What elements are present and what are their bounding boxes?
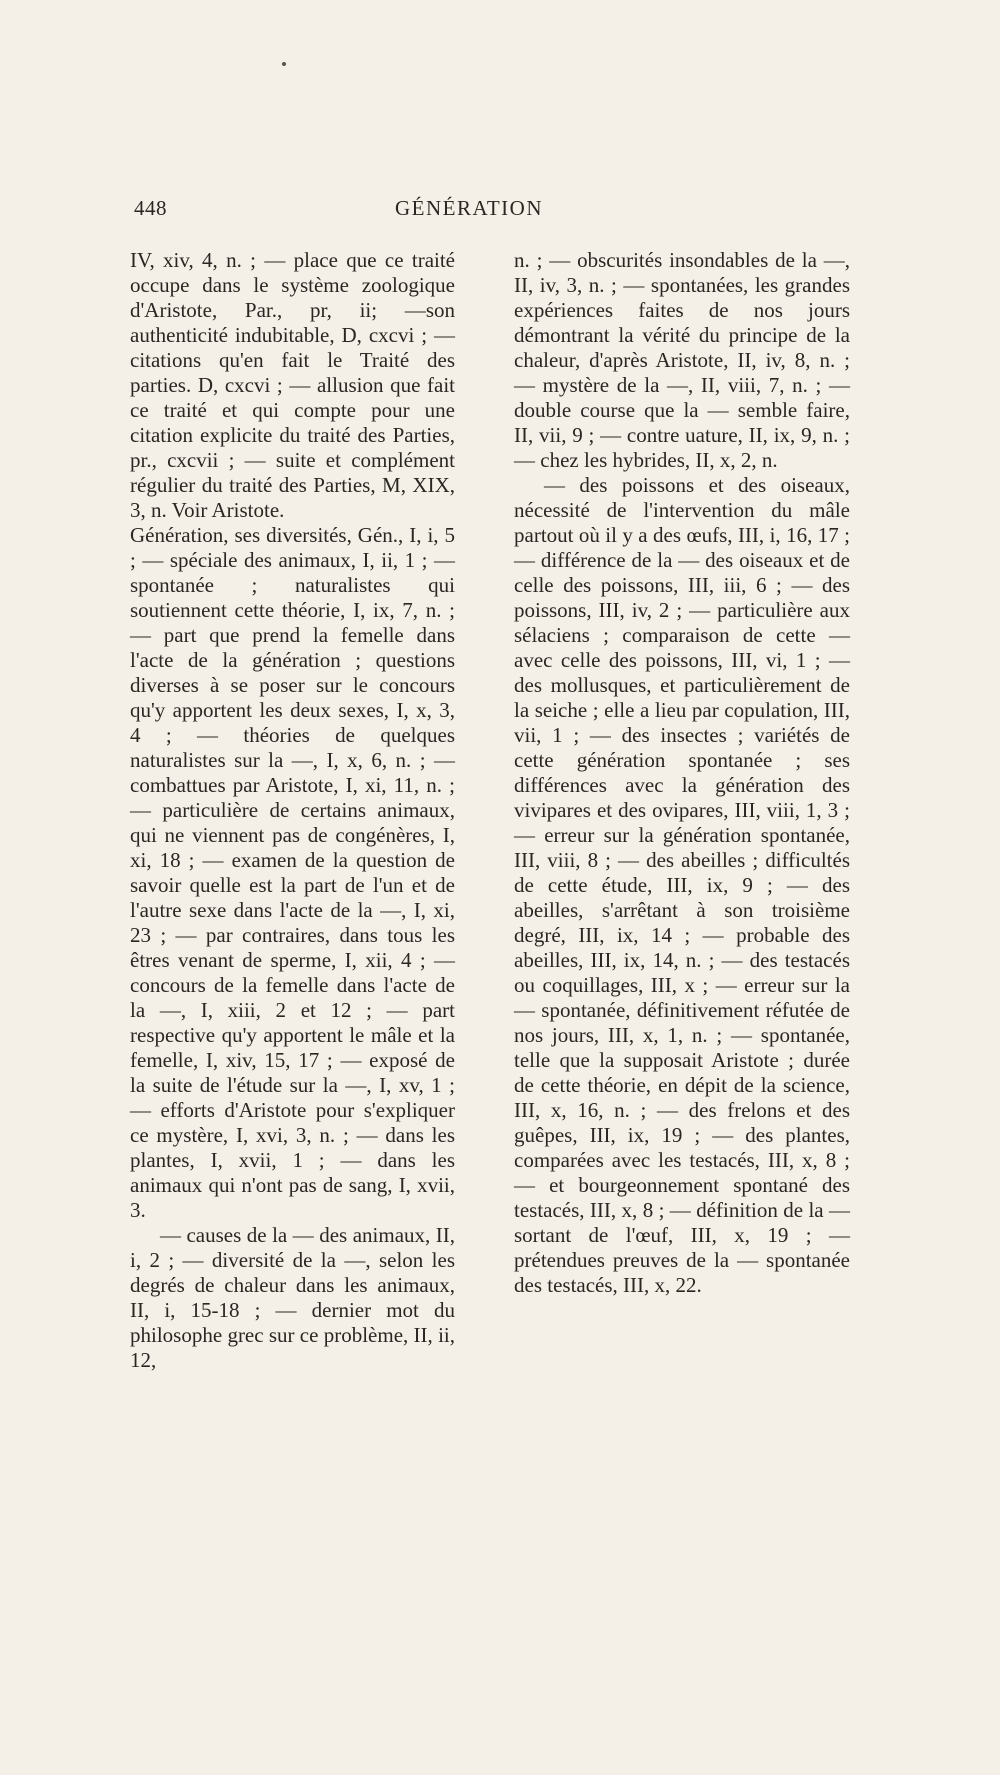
page-speck — [282, 62, 286, 66]
index-entry-generation: Génération, ses diversités, Gén., I, i, 5 ; — spéciale des animaux, I, ii, 1 ; — spontanée ; naturalistes qui soutiennent cette théorie, I, ix, 7, n. ; — part que prend la femelle dans l'acte de la génération ; questions diverses à se poser sur le concours qu'y apportent les deux sexes, I, x, 3, 4 ; — théories de quelques naturalistes sur la —, I, x, 6, n. ; — combattues par Aristote, I, xi, 11, n. ; — particulière de certains animaux, qui ne viennent pas de congénères, I, xi, 18 ; — examen de la question de savoir quelle est la part de l'un et de l'autre sexe dans l'acte de la —, I, xi, 23 ; — par contraires, dans tous les êtres venant de sperme, I, xii, 4 ; — concours de la femelle dans l'acte de la —, I, xiii, 2 et 12 ; — part respective qu'y apportent le mâle et la femelle, I, xiv, 15, 17 ; — exposé de la suite de l'étude sur la —, I, xv, 1 ; — efforts d'Aristote pour s'expliquer ce mystère, I, xvi, 3, n. ; — dans les plantes, I, xvii, 1 ; — dans les animaux qui n'ont pas de sang, I, xvii, 3. — [130, 523, 455, 1222]
left-column — [130, 248, 455, 1373]
index-entry-continuation: IV, xiv, 4, n. ; — place que ce traité occupe dans le système zoologique d'Aristote, Par., pr, ii; —son authenticité indubitable, D, cxcvi ; — citations qu'en fait le Traité des parties. D, cxcvi ; — allusion que fait ce traité et qui compte pour une citation explicite du traité des Parties, pr., cxcvii ; — suite et complément régulier du traité des Parties, M, XIX, 3, n. Voir Aristote. — [130, 248, 455, 522]
page-header — [134, 196, 1000, 230]
index-entry-continuation-right: n. ; — obscurités insondables de la —, II, iv, 3, n. ; — spontanées, les grandes expériences faites de nos jours démontrant la vérité du principe de la chaleur, d'après Aristote, II, iv, 8, n. ; — mystère de la —, II, viii, 7, n. ; — double course que la — semble faire, II, vii, 9 ; — contre uature, II, ix, 9, n. ; — chez les hybrides, II, x, 2, n. — [514, 248, 850, 472]
page-number: 448 — [134, 196, 167, 220]
running-title: GÉNÉRATION — [395, 196, 543, 220]
index-subentry-causes: — causes de la — des animaux, II, i, 2 ; — diversité de la —, selon les degrés de chaleur dans les animaux, II, i, 15-18 ; — dernier mot du philosophe grec sur ce problème, II, ii, 12, — [130, 1223, 455, 1372]
index-subentry-poissons: — des poissons et des oiseaux, nécessité de l'intervention du mâle partout où il y a des œufs, III, i, 16, 17 ; — différence de la — des oiseaux et de celle des poissons, III, iii, 6 ; — des poissons, III, iv, 2 ; — particulière aux sélaciens ; comparaison de cette — avec celle des poissons, III, vi, 1 ; — des mollusques, et particulièrement de la seiche ; elle a lieu par copulation, III, vii, 1 ; — des insectes ; variétés de cette génération spontanée ; ses différences avec la génération des vivipares et des ovipares, III, viii, 1, 3 ; — erreur sur la génération spontanée, III, viii, 8 ; — des abeilles ; difficultés de cette étude, III, ix, 9 ; — des abeilles, s'arrêtant à son troisième degré, III, ix, 14 ; — probable des abeilles, III, ix, 14, n. ; — des testacés ou coquillages, III, x ; — erreur sur la — spontanée, définitivement réfutée de nos jours, III, x, 1, n. ; — spontanée, telle que la supposait Aristote ; durée de cette théorie, en dépit de la science, III, x, 16, n. ; — des frelons et des guêpes, III, ix, 19 ; — des plantes, comparées avec les testacés, III, x, 8 ; — et bourgeonnement spontané des testacés, III, x, 8 ; — définition de la — sortant de l'œuf, III, x, 19 ; — prétendues preuves de la — spontanée des testacés, III, x, 22. — [514, 473, 850, 1297]
right-column — [514, 248, 850, 1298]
